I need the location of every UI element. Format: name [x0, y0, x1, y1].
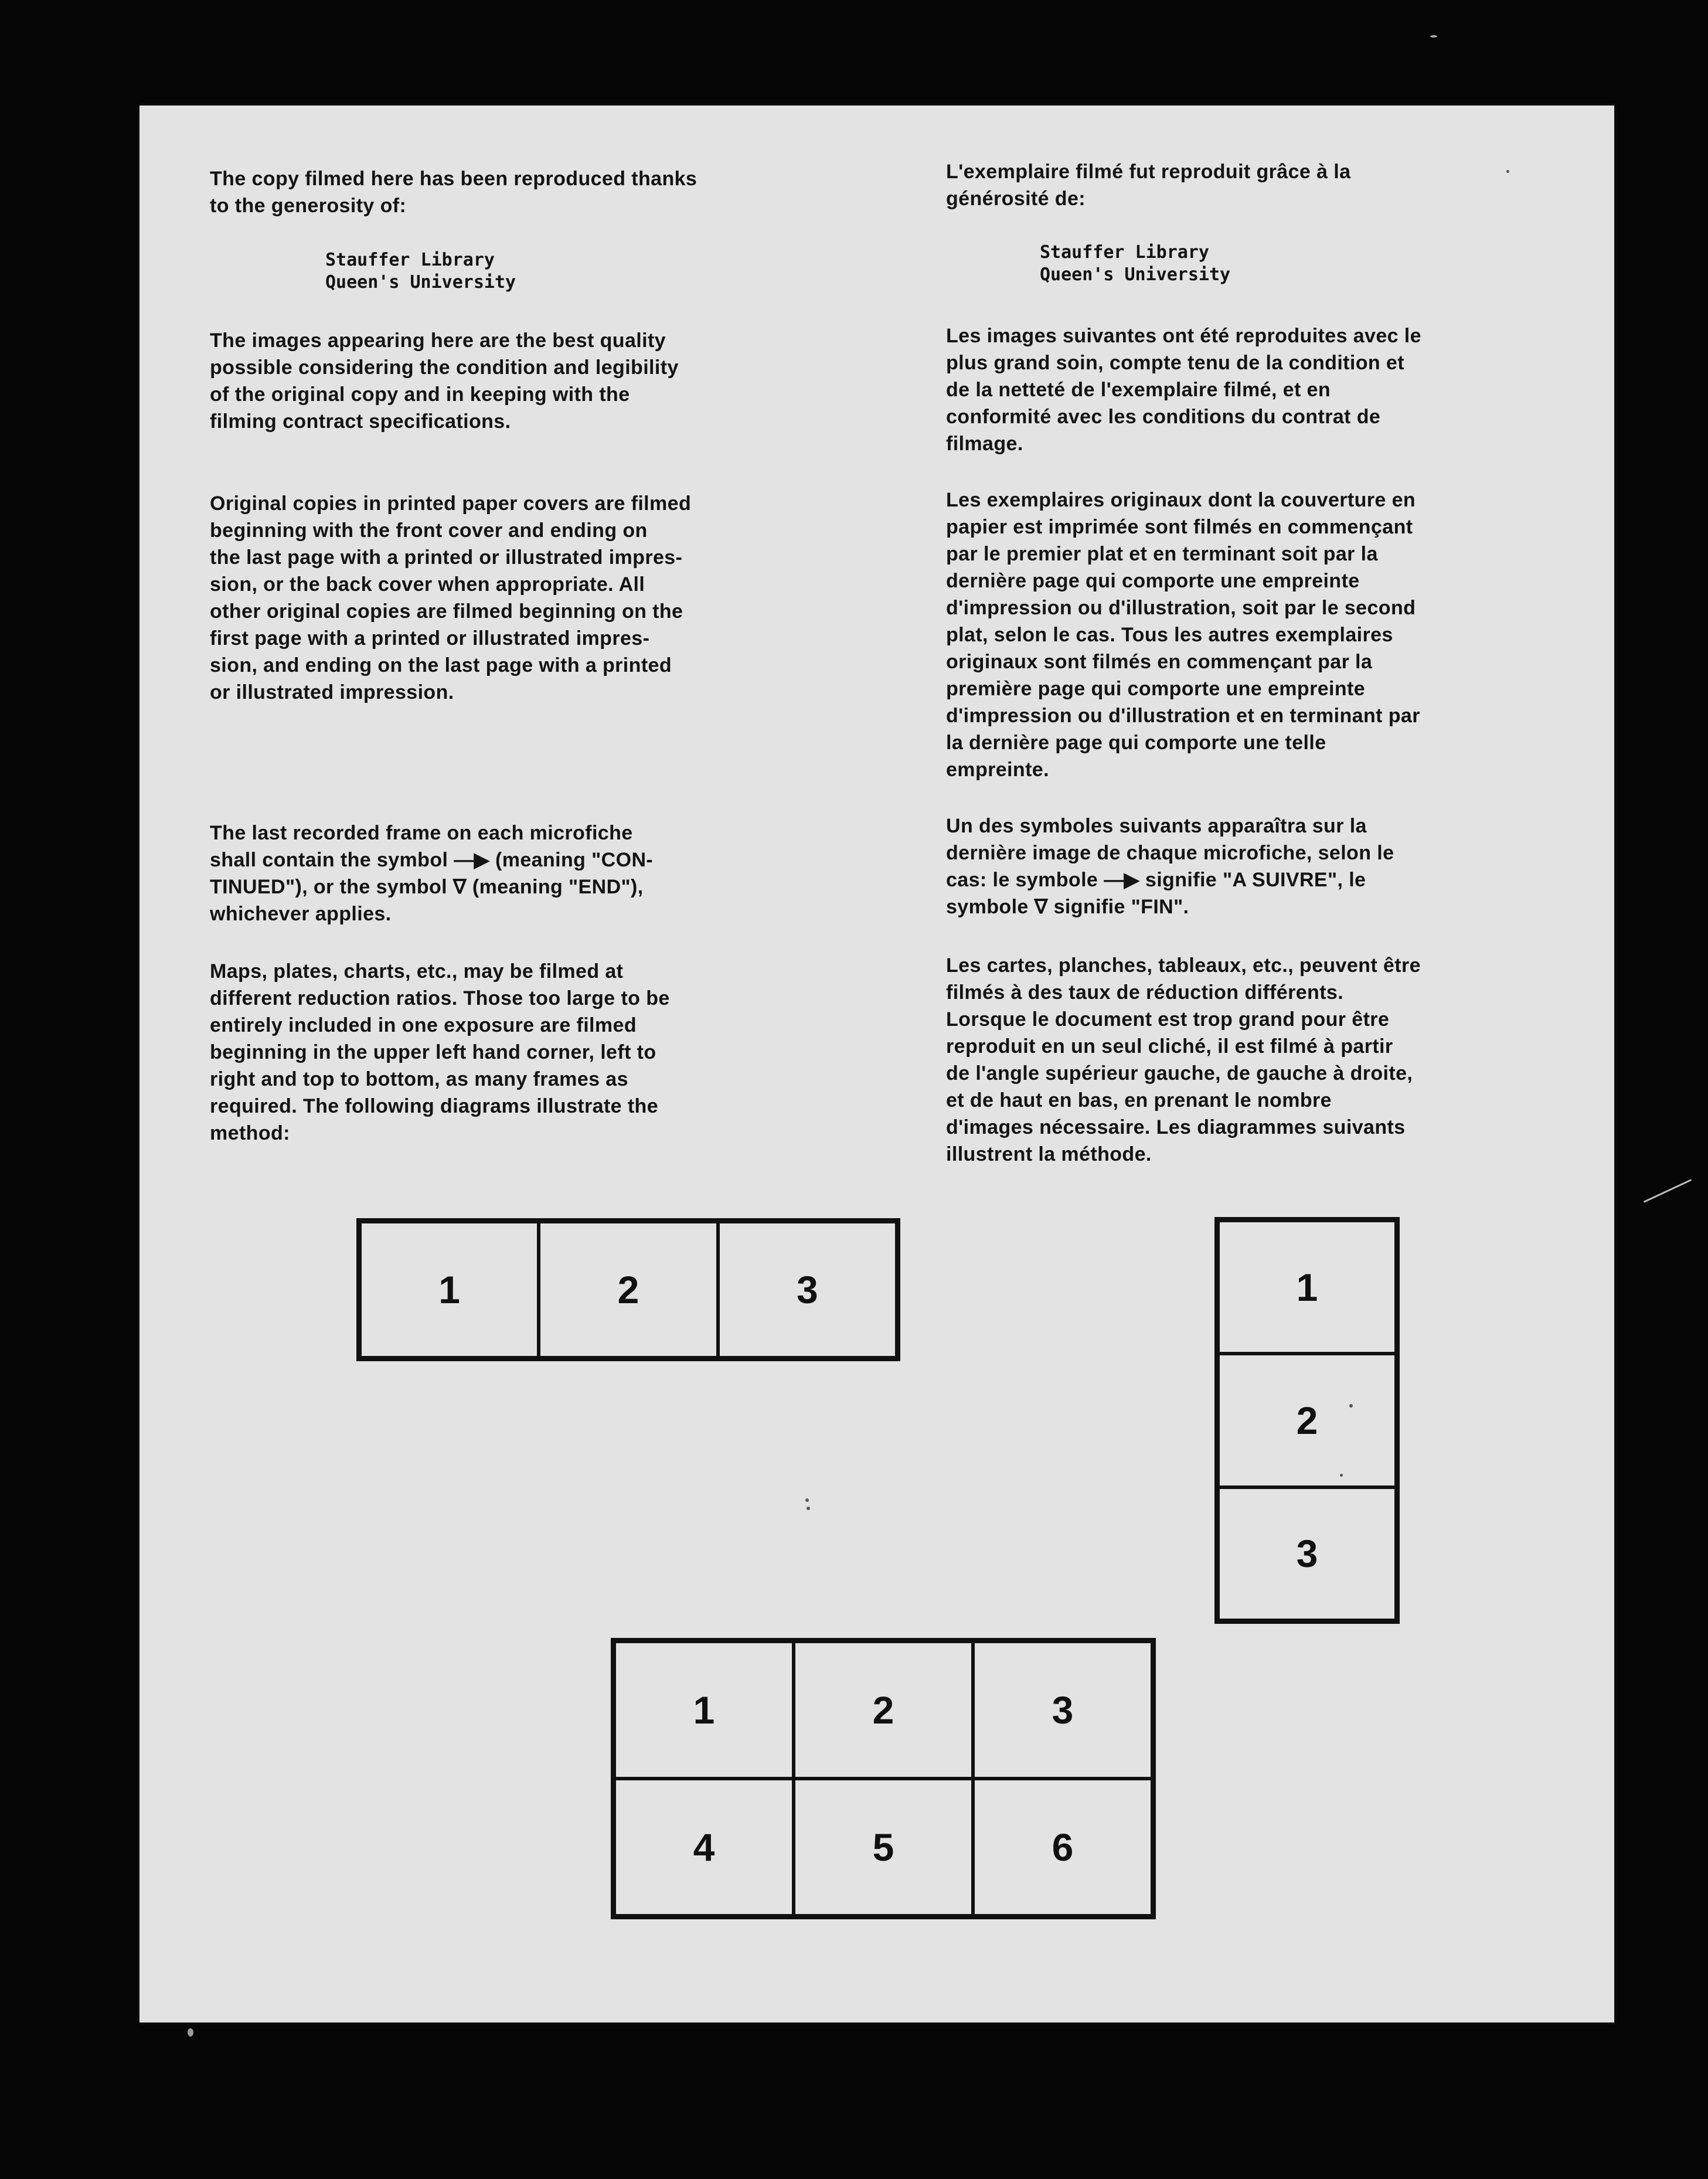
- dust-speck: [807, 1507, 810, 1510]
- intro-paragraph-fr: L'exemplaire filmé fut reproduit grâce à la générosité de:: [946, 161, 1351, 210]
- frame-cell: 1: [360, 1222, 539, 1358]
- dust-speck: [1349, 1404, 1353, 1408]
- library-name-en: Stauffer Library Queen's University: [325, 250, 516, 293]
- frame-cell: 4: [614, 1779, 794, 1916]
- frame-cell: 5: [794, 1779, 973, 1916]
- symbols-paragraph-fr: Un des symboles suivants apparaîtra sur la dernière image de chaque microfiche, selon le cas: le symbole —▶ signifie "A SUIVRE", le symbole ∇ signifie "FIN".: [946, 815, 1394, 918]
- frame-cell: 1: [1218, 1221, 1396, 1354]
- frame-cell: 6: [973, 1779, 1152, 1916]
- frame-cell: 3: [973, 1641, 1152, 1779]
- vertical-frames-diagram: [1214, 1217, 1400, 1624]
- dust-speck: [805, 1498, 809, 1502]
- frame-cell: 2: [794, 1641, 973, 1779]
- horizontal-frames-diagram: [356, 1218, 900, 1361]
- frame-cell: 1: [614, 1641, 794, 1779]
- frame-cell: 3: [1218, 1487, 1396, 1620]
- maps-paragraph-fr: Les cartes, planches, tableaux, etc., peuvent être filmés à des taux de réduction différents. Lorsque le document est trop grand pour être reproduit en un seul cliché, il est filmé à partir de l'angle supérieur gauche, de gauche à droite, et de haut en bas, en prenant le nombre d'images nécessaire. Les diagrammes suivants illustrent la méthode.: [946, 954, 1421, 1165]
- frame-cell: 2: [1218, 1354, 1396, 1487]
- maps-paragraph-en: Maps, plates, charts, etc., may be filmed at different reduction ratios. Those too large to be entirely included in one exposure are filmed beginning in the upper left hand corner, left to right and top to bottom, as many frames as required. The following diagrams illustrate the method:: [210, 960, 670, 1144]
- dust-speck: [1506, 170, 1509, 173]
- frame-cell: 2: [539, 1222, 717, 1358]
- originals-paragraph-en: Original copies in printed paper covers are filmed beginning with the front cover and ending on the last page with a printed or illustrated impres- sion, or the back cover when appropriate. All other original copies are filmed beginning on the first page with a printed or illustrated impres- sion, and ending on the last page with a printed or illustrated impression.: [210, 492, 692, 703]
- dust-speck: [1644, 1179, 1692, 1203]
- dust-speck: [188, 2028, 193, 2037]
- dust-speck: [1430, 35, 1437, 38]
- symbols-paragraph-en: The last recorded frame on each microfiche shall contain the symbol —▶ (meaning "CON- TINUED"), or the symbol ∇ (meaning "END"), whichever applies.: [210, 822, 654, 925]
- frame-cell: 3: [718, 1222, 897, 1358]
- quality-paragraph-fr: Les images suivantes ont été reproduites avec le plus grand soin, compte tenu de la condition et de la netteté de l'exemplaire filmé, et en conformité avec les conditions du contrat de filmage.: [946, 325, 1421, 455]
- library-name-fr: Stauffer Library Queen's University: [1040, 242, 1231, 285]
- quality-paragraph-en: The images appearing here are the best quality possible considering the condition and legibility of the original copy and in keeping with the filming contract specifications.: [210, 329, 679, 433]
- originals-paragraph-fr: Les exemplaires originaux dont la couverture en papier est imprimée sont filmés en commençant par le premier plat et en terminant soit par la dernière page qui comporte une empreinte d'impression ou d'illustration, soit par le second plat, selon le cas. Tous les autres exemplaires originaux sont filmés en commençant par la première page qui comporte une empreinte d'impression ou d'illustration et en terminant par la dernière page qui comporte une telle empreinte.: [946, 489, 1420, 781]
- grid-frames-diagram: [611, 1638, 1156, 1919]
- intro-paragraph-en: The copy filmed here has been reproduced thanks to the generosity of:: [210, 168, 698, 217]
- dust-speck: [1340, 1474, 1343, 1477]
